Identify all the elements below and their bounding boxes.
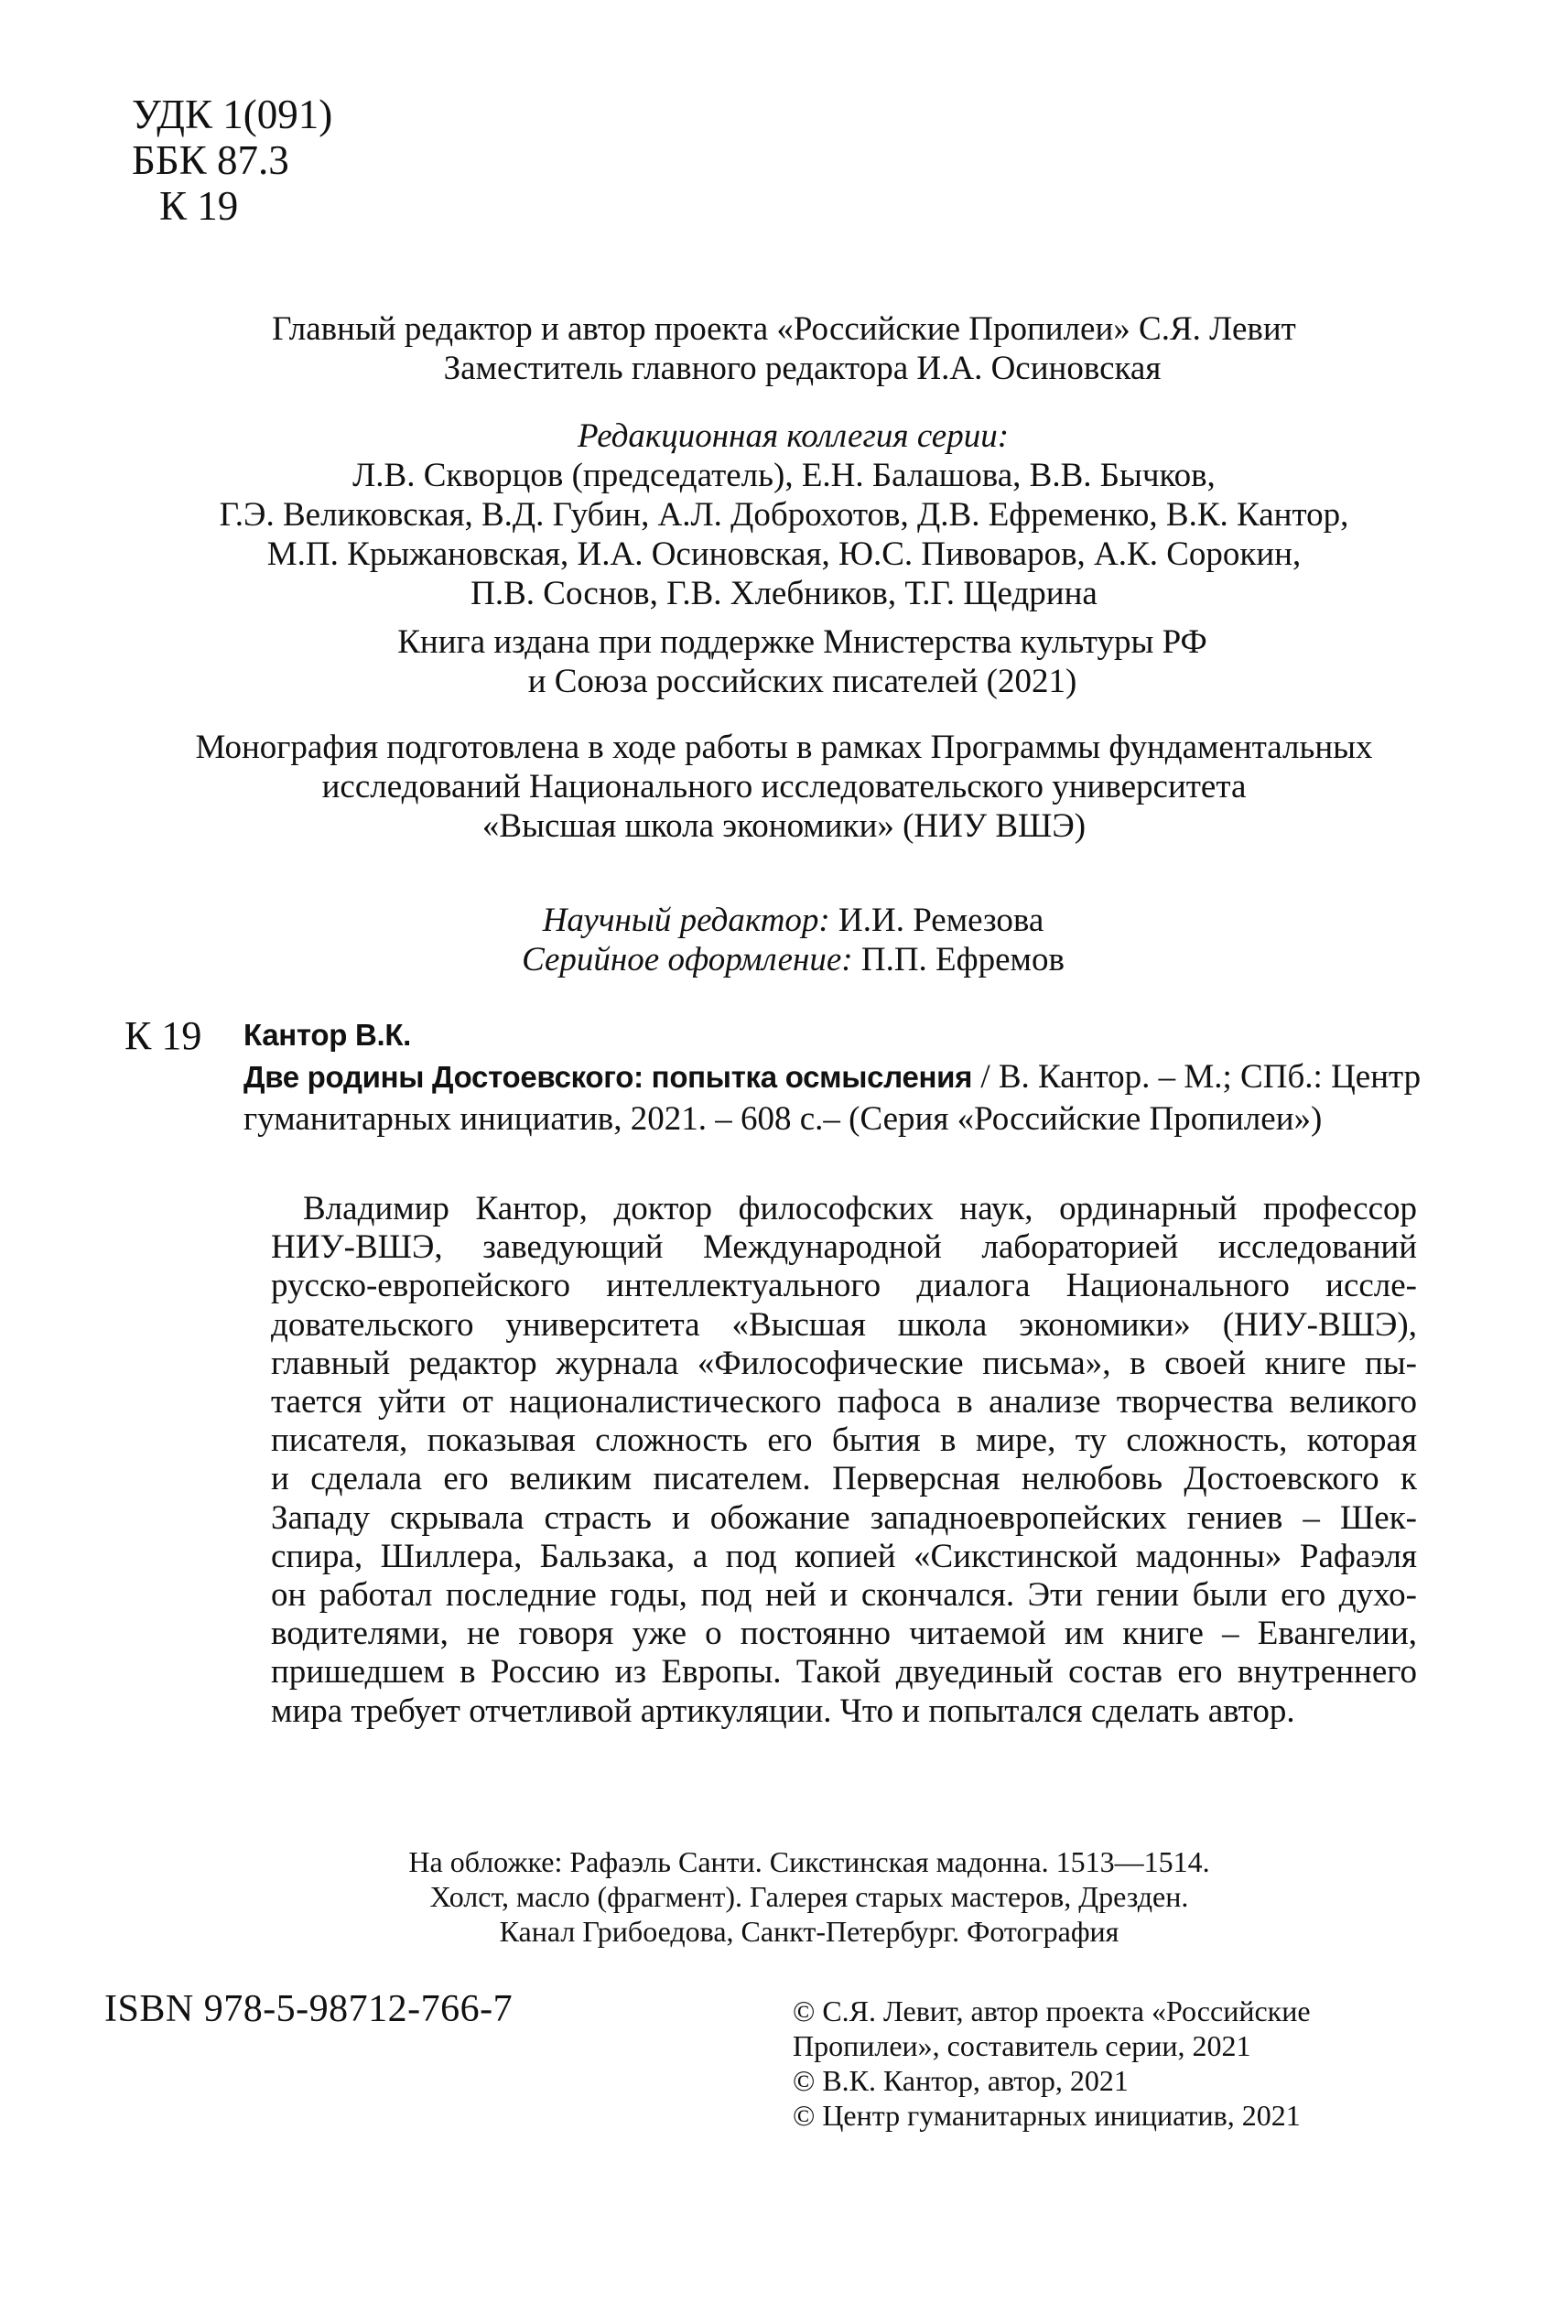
editorial-board-line: М.П. Крыжановская, И.А. Осиновская, Ю.С. Пивоваров, А.К. Сорокин,	[266, 535, 1302, 573]
scientific-editor-label: Научный редактор:	[542, 902, 830, 939]
cover-note-line: На обложке: Рафаэль Санти. Сикстинская мадонна. 1513—1514.	[408, 1845, 1210, 1878]
abstract-line: водителями, не говоря уже о постоянно читаемой им книге – Евангелии,	[271, 1615, 1417, 1653]
abstract	[271, 1190, 1417, 1731]
abstract-line: спира, Шиллера, Бальзака, а под копией «Сикстинской мадонны» Рафаэля	[271, 1537, 1417, 1575]
author-mark: К 19	[159, 183, 239, 229]
classification-codes	[132, 92, 332, 229]
bibliographic-imprint-line2: гуманитарных инициатив, 2021. – 608 с.– (Серия «Российские Пропилеи»)	[243, 1100, 1323, 1138]
editorial-board-line: Г.Э. Великовская, В.Д. Губин, А.Л. Доброхотов, Д.В. Ефременко, В.К. Кантор,	[219, 496, 1349, 534]
series-design-line	[0, 940, 1568, 979]
scientific-editor-line	[0, 901, 1568, 940]
abstract-line: Владимир Кантор, доктор философских наук, ординарный профессор	[303, 1190, 1417, 1227]
abstract-line: довательского университета «Высшая школа экономики» (НИУ-ВШЭ),	[271, 1305, 1417, 1344]
abstract-line: главный редактор журнала «Философические письма», в своей книге пы-	[271, 1344, 1417, 1382]
support-line: и Союза российских писателей (2021)	[527, 663, 1077, 700]
copyright-block	[793, 1994, 1311, 2133]
bibliographic-index: К 19	[124, 1013, 202, 1058]
cover-note-line: Канал Грибоедова, Санкт-Петербург. Фотография	[499, 1915, 1119, 1948]
isbn: ISBN 978-5-98712-766-7	[104, 1988, 514, 2030]
series-design-name: П.П. Ефремов	[860, 941, 1065, 978]
bibliographic-record	[243, 1014, 1421, 1140]
editorial-board-label: Редакционная коллегия серии:	[577, 417, 1010, 455]
copyright-line: © С.Я. Левит, автор проекта «Российские	[793, 1994, 1311, 2027]
copyright-line: © В.К. Кантор, автор, 2021	[793, 2064, 1129, 2097]
monograph-line: исследований Национального исследовательского университета	[321, 768, 1247, 805]
abstract-line: Западу скрывала страсть и обожание западноевропейских гениев – Шек-	[271, 1498, 1417, 1537]
copyright-line: © Центр гуманитарных инициатив, 2021	[793, 2099, 1301, 2132]
cover-note	[0, 1844, 1568, 1949]
editors-block	[0, 309, 1568, 388]
bibliographic-author: Кантор В.К.	[243, 1018, 412, 1052]
cover-note-line: Холст, масло (фрагмент). Галерея старых мастеров, Дрезден.	[429, 1880, 1189, 1913]
bibliographic-imprint: / В. Кантор. – М.; СПб.: Центр	[972, 1058, 1422, 1096]
deputy-editor-line: Заместитель главного редактора И.А. Осиновская	[443, 350, 1162, 387]
bibliographic-title: Две родины Достоевского: попытка осмысления	[243, 1060, 973, 1094]
abstract-line: мира требует отчетливой артикуляции. Что и попытался сделать автор.	[271, 1692, 1295, 1730]
support-note	[0, 622, 1568, 701]
bbk-code: ББК 87.3	[132, 137, 289, 183]
monograph-note	[0, 728, 1568, 846]
udk-code: УДК 1(091)	[132, 92, 333, 137]
editorial-board-line: П.В. Соснов, Г.В. Хлебников, Т.Г. Щедрина	[470, 575, 1098, 612]
abstract-line: тается уйти от националистического пафоса в анализе творчества великого	[271, 1383, 1417, 1421]
editorial-board	[0, 416, 1568, 613]
editorial-board-line: Л.В. Скворцов (председатель), Е.Н. Балашова, В.В. Бычков,	[352, 457, 1216, 494]
scientific-editor-name: И.И. Ремезова	[838, 902, 1044, 939]
abstract-line: и сделала его великим писателем. Перверсная нелюбовь Достоевского к	[271, 1460, 1417, 1498]
series-design-label: Серийное оформление:	[522, 941, 853, 978]
abstract-line: пришедшем в Россию из Европы. Такой двуединый состав его внутреннего	[271, 1653, 1417, 1692]
abstract-line: НИУ-ВШЭ, заведующий Международной лабораторией исследований	[271, 1228, 1417, 1267]
abstract-line: он работал последние годы, под ней и скончался. Эти гении были его духо-	[271, 1576, 1417, 1615]
chief-editor-line: Главный редактор и автор проекта «Российские Пропилеи» С.Я. Левит	[272, 310, 1296, 348]
credits-block	[0, 901, 1568, 979]
copyright-line: Пропилеи», составитель серии, 2021	[793, 2029, 1251, 2062]
monograph-line: «Высшая школа экономики» (НИУ ВШЭ)	[481, 807, 1087, 845]
support-line: Книга издана при поддержке Мнистерства культуры РФ	[397, 623, 1207, 661]
monograph-line: Монография подготовлена в ходе работы в рамках Программы фундаментальных	[195, 729, 1373, 766]
abstract-line: писателя, показывая сложность его бытия в мире, ту сложность, которая	[271, 1421, 1417, 1460]
abstract-line: русско-европейского интеллектуального диалога Национального иссле-	[271, 1267, 1417, 1305]
